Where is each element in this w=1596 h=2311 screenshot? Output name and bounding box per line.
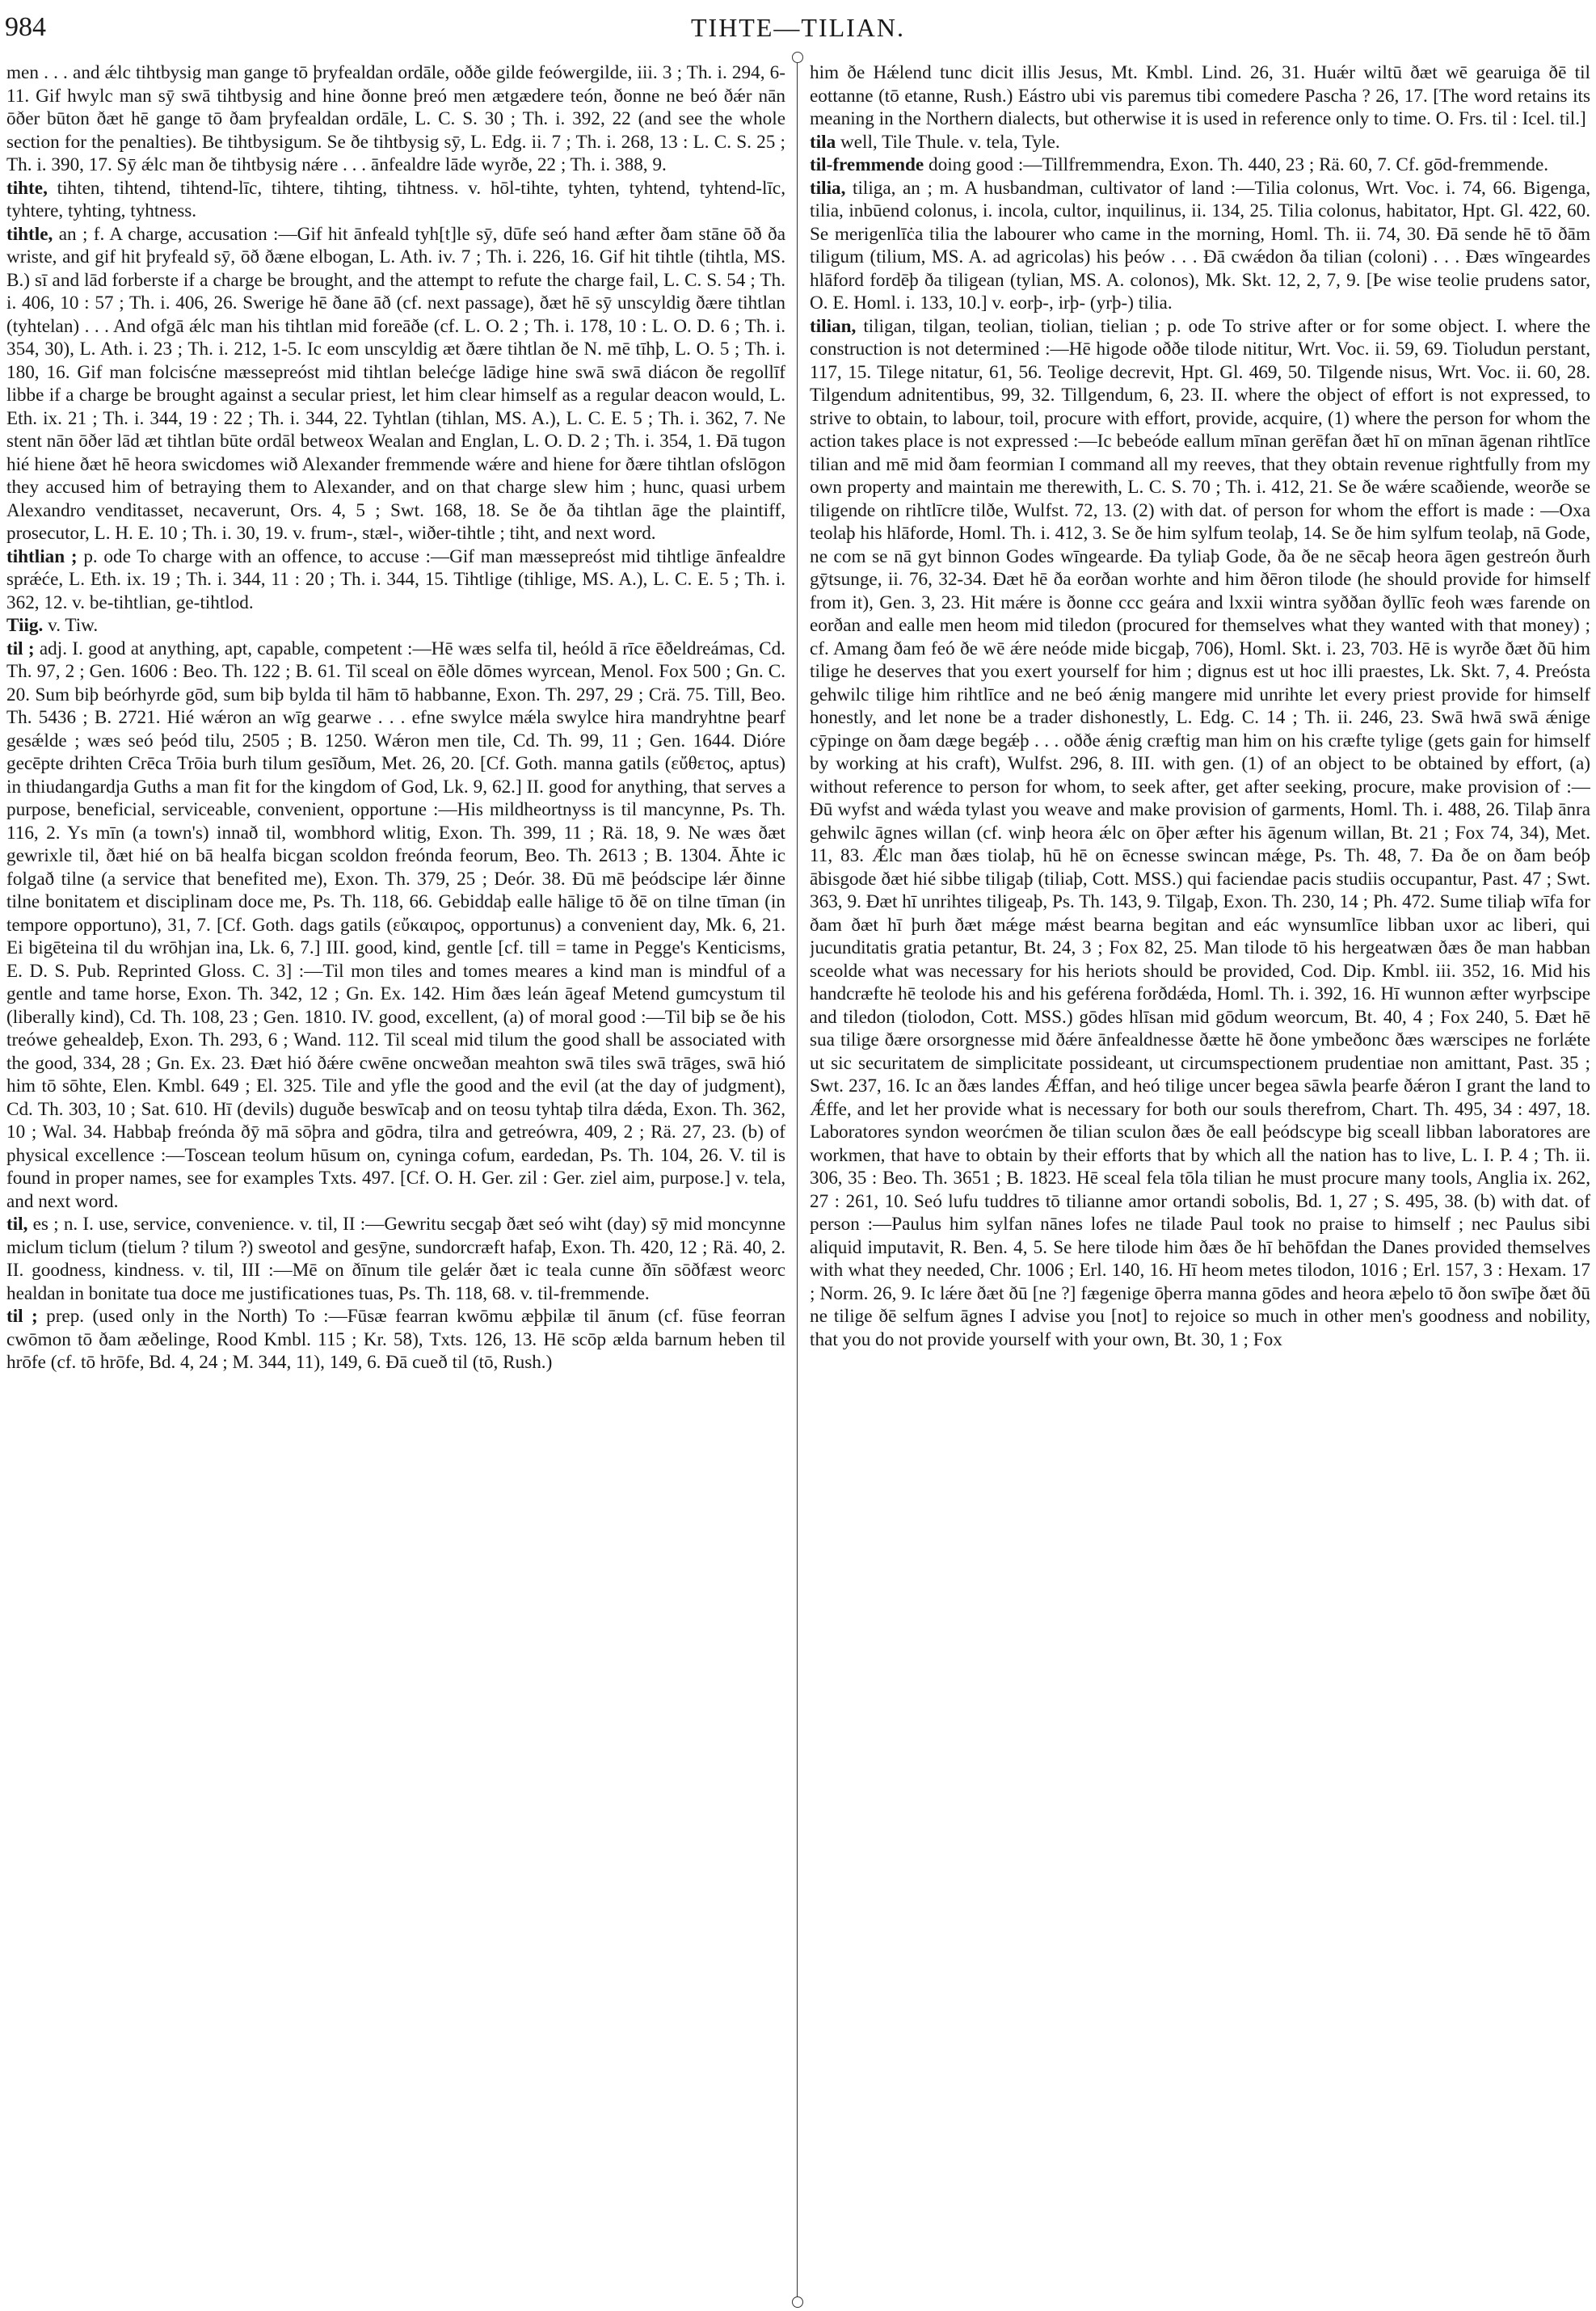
entry-headword: til ; [6,638,35,659]
left-column [6,61,785,2300]
entry-body: es ; n. I. use, service, convenience. v. til, II :—Gewritu secgaþ ðæt seó wiht (day) sȳ mid moncynne miclum ticlum (tielum ? tilum ?) sweotol and gesȳne, sundorcræft hafaþ, Exon. Th. 420, 12 ; Rä. 40, 2. II. goodness, kindness. v. til, III :—Mē on ðīnum tile gelǽr ðæt ic teala cunne ðīn sōðfæst weorc healdan in bonitate tua doce me justificationes tuas, Ps. Th. 118, 68. v. til-fremmende. [6,1214,785,1304]
entry-body: adj. I. good at anything, apt, capable, competent :—Hē wæs selfa til, heóld ā rīce ēðeldreámas, Cd. Th. 97, 2 ; Gen. 1606 : Beo. Th. 122 ; B. 61. Til sceal on ēðle dōmes wyrcean, Menol. Fox 500 ; Gn. C. 20. Sum biþ beórhyrde gōd, sum biþ bylda til hām tō habbanne, Exon. Th. 297, 29 ; Crä. 75. Till, Beo. Th. 5436 ; B. 2721. Hié wǽron an wīg gearwe . . . efne swylce mǽla swylce hira mandryhtne þearf gesǽlde ; wæs seó þeód tilu, 2505 ; B. 1250. Wǽron men tile, Cd. Th. 99, 11 ; Gen. 1644. Dióre gecēpte drihten Crēca Trōia burh tilum gesīðum, Met. 26, 20. [Cf. Goth. manna gatils (εὔθετος, aptus) in thiudangardja Guths a man fit for the kingdom of God, Lk. 9, 62.] II. good for anything, that serves a purpose, beneficial, serviceable, convenient, opportune :—His mildheortnyss is til mancynne, Ps. Th. 116, 2. Ys mīn (a town's) innað til, wombhord wlitig, Exon. Th. 399, 11 ; Rä. 18, 9. Ne wæs ðæt gewrixle til, ðæt hié on bā healfa bicgan scoldon freónda feorum, Beo. Th. 2613 ; B. 1304. Āhte ic folgað tilne (a service that benefited me), Exon. Th. 379, 25 ; Deór. 38. Ðū mē þeódscipe lǽr ðinne tilne bonitatem et disciplinam doce me, Ps. Th. 118, 66. Gebiddaþ ealle hālige tō ðē on tilne tīman (in tempore opportuno), 31, 7. [Cf. Goth. dags gatils (εὔκαιρος, opportunus) a convenient day, Mk. 6, 21. Ei bigēteina til du wrōhjan ina, Lk. 6, 7.] III. good, kind, gentle [cf. till = tame in Pegge's Kenticisms, E. D. S. Pub. Reprinted Gloss. C. 3] :—Til mon tiles and tomes meares a kind man is mindful of a gentle and tame horse, Exon. Th. 342, 12 ; Gn. Ex. 142. Him ðæs leán āgeaf Metend gumcystum til (liberally kind), Cd. Th. 108, 23 ; Gen. 1810. IV. good, excellent, (a) of moral good :—Til biþ se ðe his treówe gehealdeþ, Exon. Th. 293, 6 ; Wand. 112. Til sceal mid tilum the good shall be associated with the good, 334, 28 ; Gn. Ex. 23. Ðæt hió ðǽre cwēne oncweðan meahton swā tiles swā trāges, swā hió him tō sōhte, Elen. Kmbl. 649 ; El. 325. Tile and yfle the good and the evil (at the day of judgment), Cd. Th. 303, 10 ; Sat. 610. Hī (devils) duguðe beswīcaþ and on teosu tyhtaþ tilra dǽda, Exon. Th. 362, 10 ; Wal. 34. Habbaþ freónda ðȳ mā sōþra and gōdra, tilra and getreówra, 409, 2 ; Rä. 27, 23. (b) of physical excellence :—Toscean teolum hūsum on, cyninga cofum, eardedan, Ps. Th. 104, 26. V. til is found in proper names, see for examples Txts. 497. [Cf. O. H. Ger. zil : Ger. ziel aim, purpose.] v. tela, and next word. [6,638,785,1212]
entry-body: well, Tile Thule. v. tela, Tyle. [840,131,1060,153]
entry-headword: tilian, [810,315,857,337]
entry-headword: til, [6,1214,28,1235]
entry-body: an ; f. A charge, accusation :—Gif hit ānfeald tyh[t]le sȳ, dūfe seó hand æfter ðam stāne ōð ða wriste, and gif hit þryfeald sȳ, ōð ðæne elbogan, L. Ath. iv. 7 ; Th. i. 226, 16. Gif hit tihtle (tihtla, MS. B.) sī and lād forberste if a charge be brought, and the attempt to refute the charge fail, L. C. S. 54 ; Th. i. 406, 10 : 57 ; Th. i. 406, 26. Swerige hē ðane āð (cf. next passage), ðæt hē sȳ unscyldig ðære tihtlan (tyhtelan) . . . And ofgā ǽlc man his tihtlan mid foreāðe (cf. L. O. 2 ; Th. i. 178, 10 : L. O. D. 6 ; Th. i. 354, 30), L. Ath. i. 23 ; Th. i. 212, 1-5. Ic eom unscyldig æt ðære tihtlan ðe N. mē tīhþ, L. O. 5 ; Th. i. 180, 16. Gif man folcisćne mæssepreóst mid tihtlan belećge lādige hine swā swā diácon ðe regollīf libbe if a charge be brought against a secular priest, let him clear himself as a regular deacon would, L. Eth. ix. 21 ; Th. i. 344, 19 : 22 ; Th. i. 344, 22. Tyhtlan (tihlan, MS. A.), L. C. E. 5 ; Th. i. 362, 7. Ne stent nān ōðer lād æt tihtlan būte ordāl betweox Wealan and Englan, L. O. D. 2 ; Th. i. 354, 1. Ðā tugon hié hiene ðæt hē heora swicdomes wið Alexander fremmende wǽre and hiene for ðære tihtlan ofslōgon they accused him of betraying them to Alexander, and on that charge slew him ; hunc, quasi urbem Alexandro venditasset, necaverunt, Ors. 4, 5 ; Swt. 168, 18. Se ðe ða tihtlan āge the plaintiff, prosecutor, L. H. E. 10 ; Th. i. 30, 19. v. frum-, stæl-, wiðer-tihtle ; tiht, and next word. [6,223,785,544]
entry-headword: til-fremmende [810,154,924,175]
entry-body: prep. (used only in the North) To :—Fūsæ fearran kwōmu æþþilæ til ānum (cf. fūse feorran cwōmon tō ðam æðelinge, Rood Kmbl. 115 ; Kr. 58), Txts. 126, 13. Hē scōp ælda barnum heben til hrōfe (cf. tō hrōfe, Bd. 4, 24 ; M. 344, 11), 149, 6. Ðā cueð til (tō, Rush.) [6,1306,785,1373]
entry-body: doing good :—Tillfremmendra, Exon. Th. 440, 23 ; Rä. 60, 7. Cf. gōd-fremmende. [929,154,1549,175]
entry-body: men . . . and ǽlc tihtbysig man gange tō þryfealdan ordāle, oððe gilde feówergilde, iii. 3 ; Th. i. 294, 6-11. Gif hwylc man sȳ swā tihtbysig and hine ðonne þreó men ætgædere teón, ðonne ne beó ðǽr nān ōðer būton ðæt hē gange tō ðam þryfealdan ordāle, L. C. S. 30 ; Th. i. 392, 22 (and see the whole section for the penalties). Be tihtbysigum. Se ðe tihtbysig sȳ, L. Edg. ii. 7 ; Th. i. 268, 13 : L. C. S. 25 ; Th. i. 390, 17. Sȳ ǽlc man ðe tihtbysig nǽre . . . ānfealdre lāde wyrðe, 22 ; Th. i. 388, 9. [6,62,785,175]
dictionary-entry [6,61,785,177]
entry-body: tiligan, tilgan, teolian, tiolian, tielian ; p. ode To strive after or for some object. I. where the construction is not determined :—Hē higode oððe tilode nititur, Wrt. Voc. ii. 59, 69. Tioludun perstant, 117, 15. Tilege nitatur, 61, 56. Teolige decrevit, Hpt. Gl. 469, 50. Tilgende nisus, Wrt. Voc. ii. 60, 28. Tilgendum adnitentibus, 99, 32. Tillgendum, 6, 23. II. where the object of effort is not expressed, to strive to obtain, to labour, toil, procure with effort, provide, acquire, (1) where the person for whom the action takes place is not expressed :—Ic bebeóde eallum mīnan gerēfan ðæt hī on mīnan āgenan rihtlīce tilian and mē mid ðam feormian I command all my reeves, that they obtain revenue rightfully from my own property and maintain me therewith, L. C. S. 70 ; Th. i. 412, 21. Se ðe wǽre scaðiende, weorðe se tiligende on rihtlīcre tilðe, Wulfst. 72, 13. (2) with dat. of person for whom the effort is made : —Oxa teolaþ his hlāforde, Homl. Th. i. 412, 3. Se ðe him sylfum teolaþ, 14. Se ðe him sylfum teolaþ, nā Gode, ne com se nā gyt binnon Godes wīngearde. Ða tyliaþ Gode, ða ðe ne sēcaþ heora āgen gestreón ðurh gȳtsunge, ii. 76, 32-34. Ðæt hē ða eorðan worhte and him ðēron tilode (he should provide for himself from it), Gen. 3, 23. Hit mǽre is ðonne ccc geára and lxxii wintra syððan ðyllīc feoh wæs farende on eorðan and ealle men heom mid tiledon (procured for themselves what they wanted with that money) ; cf. Amang ðam feó ðe wē ǽre neóde mide bicgaþ, 706), Homl. Skt. i. 23, 703. Hē is wyrðe ðæt ðū him tilige he deserves that you exert yourself for him ; dignus est ut hoc illi praestes, Lk. Skt. 7, 4. Preósta gehwilc tilige him rihtlīce and ne beó ǽnig mangere mid unrihte let every priest provide for himself honestly, and let none be a trader dishonestly, L. Edg. C. 14 ; Th. ii. 246, 23. Swā hwā swā ǽnige cȳpinge on ðam dæge begǽþ . . . oððe ǽnig cræftig man him on his cræfte tylige (gets gain for himself by working at his craft), Wulfst. 296, 8. III. with gen. (1) of an object to be obtained by effort, (a) without reference to person for whom, to seek after, get after seeking, procure, make provision of :—Ðū wyfst and wǽda tylast you weave and make provision of garments, Homl. Th. i. 488, 26. Tilaþ ānra gehwilc āgnes willan (cf. winþ heora ǽlc on ōþer æfter his āgenum willan, Bt. 21 ; Fox 74, 34), Met. 11, 83. Ǽlc man ðæs tiolaþ, hū hē on ēcnesse swincan mǽge, Ps. Th. 48, 7. Ða ðe on ðam beóþ ābisgode ðæt hié sibbe tiligaþ (tiliaþ, Cott. MSS.) qui faciendae pacis studiis occupantur, Past. 47 ; Swt. 363, 9. Ðæt hī unrihtes tiligeaþ, Ps. Th. 143, 9. Tilgaþ, Exon. Th. 230, 14 ; Ph. 472. Sume tiliaþ wīfa for ðam ðæt hī þurh ðæt mǽge mǽst bearna begitan and eác wynsumlīce libban uxor ac liberi, qui jucunditatis gratia petantur, Bt. 24, 3 ; Fox 82, 25. Man tilode tō his hergeatwæn ðæs ðe man habban sceolde what was necessary for his heriots should be provided, Cod. Dip. Kmbl. iii. 352, 16. Mid his handcræfte hē teolode his and his geférena forðdǽda, Homl. Th. i. 392, 16. Hī wunnon æfter wyrþscipe and tiledon (tiolodon, Cott. MSS.) gōdes hlīsan mid gōdum weorcum, Bt. 40, 4 ; Fox 240, 5. Ðæt hē sua tilige ðære orsorgnesse mid ðǽre ānfealdnesse ðætte hē ðone ymbeðonc ðæs wærscipes ne forlǽte ut sic securitatem de simplicitate possideant, ut circumspectionem prudentiae non amittant, Past. 35 ; Swt. 237, 16. Ic an ðæs landes Ǽffan, and heó tilige uncer begea sāwla þearfe ðǽron I grant the land to Ǽffe, and let her provide what is necessary for both our souls therefrom, Chart. Th. 495, 34 : 497, 18. Laboratores syndon weorćmen ðe tilian sculon ðæs ðe eall þeódscype big sceall libban laboratores are workmen, that have to obtain by their efforts that by which all the nation has to live, L. I. P. 4 ; Th. ii. 306, 35 : Beo. Th. 3651 ; B. 1823. Hē sceal fela tōla tilian he must procure many tools, Anglia ix. 262, 27 : 261, 10. Seó lufu tuddres tō tilianne amor ortandi sobolis, Bd. 1, 27 ; S. 495, 38. (b) with dat. of person :—Paulus him sylfan nānes lofes ne tilade Paul took no praise to himself ; nec Paulus sibi aliquid imputavit, R. Ben. 4, 5. Se here tilode him ðæs ðe hī behōfdan the Danes provided themselves with what they needed, Chr. 1006 ; Erl. 140, 16. Hī heom metes tilodon, 1016 ; Erl. 157, 3 : Hexam. 17 ; Norm. 26, 9. Ic lǽre ðæt ðū [ne ?] fægenige ōþerra manna gōdes and heora æþelo tō ðon swīþe ðæt ðū ne tilige ðē selfum āgnes I advise you [not] to rejoice so much in other men's goodness and nobility, that you do not provide yourself with your own, Bt. 30, 1 ; Fox [810,315,1590,1350]
running-head: TIHTE—TILIAN. [690,13,906,42]
entry-body: tiliga, an ; m. A husbandman, cultivator of land :—Tilia colonus, Wrt. Voc. i. 74, 66. Bigenga, tilia, inbūend colonus, i. incola, cultor, inquilinus, ii. 134, 25. Tilia colonus, habitator, Hpt. Gl. 422, 60. Se merigenlīċa tilia the labourer who came in the morning, Homl. Th. ii. 74, 30. Ðā sende hē tō ðām tiligum (tilium, MS. A. ad agricolas) his þeów . . . Ðā cwǽdon ða tilian (coloni) . . . Ðæs wīngeardes hlāford fordēþ ða tiligean (tylian, MS. A. colonos), Mk. Skt. 12, 2, 7, 9. [Þe wise teolie prudens sator, O. E. Homl. i. 133, 10.] v. eorþ-, irþ- (yrþ-) tilia. [810,177,1590,314]
dictionary-entry [6,177,785,223]
dictionary-entry [810,154,1590,177]
page-number: 984 [5,12,46,42]
entry-headword: tila [810,131,836,153]
dictionary-entry [810,315,1590,1352]
right-column [810,61,1590,2300]
column-divider-top-ornament [792,52,803,63]
dictionary-entry [6,638,785,1214]
entry-body: p. ode To charge with an offence, to accuse :—Gif man mæssepreóst mid tihtlige ānfealdre sprǽće, L. Eth. ix. 19 ; Th. i. 344, 11 : 20 ; Th. i. 344, 15. Tihtlige (tihlige, MS. A.), L. C. E. 5 ; Th. i. 362, 12. v. be-tihtlian, ge-tihtlod. [6,545,785,613]
entry-body: tihten, tihtend, tihtend-līc, tihtere, tihting, tihtness. v. hōl-tihte, tyhten, tyhtend, tyhtend-līc, tyhtere, tyhting, tyhtness. [6,177,785,221]
dictionary-entry [810,131,1590,154]
entry-body: v. Tiw. [48,615,99,636]
dictionary-entry [810,177,1590,315]
column-divider-bottom-ornament [792,2296,803,2308]
dictionary-entry [6,223,785,545]
entry-headword: til ; [6,1306,38,1327]
dictionary-entry [6,614,785,638]
entry-headword: tihtlian ; [6,545,78,567]
entry-body: him ðe Hǽlend tunc dicit illis Jesus, Mt. Kmbl. Lind. 26, 31. Huǽr wiltū ðæt wē gearuiga ðē til eottanne (tō etanne, Rush.) Eástro ubi vis paremus tibi comedere Pascha ? 26, 17. [The word retains its meaning in the Northern dialects, but otherwise it is used in reference only to time. O. Frs. til : Icel. til.] [810,62,1590,129]
entry-headword: tilia, [810,177,846,199]
entry-headword: tihtle, [6,223,53,245]
dictionary-entry [6,545,785,615]
entry-headword: Tiig. [6,615,44,636]
entry-headword: tihte, [6,177,48,199]
column-divider [797,58,798,2303]
dictionary-entry [6,1305,785,1374]
dictionary-entry [810,61,1590,131]
dictionary-entry [6,1213,785,1305]
page-header [0,10,1596,45]
